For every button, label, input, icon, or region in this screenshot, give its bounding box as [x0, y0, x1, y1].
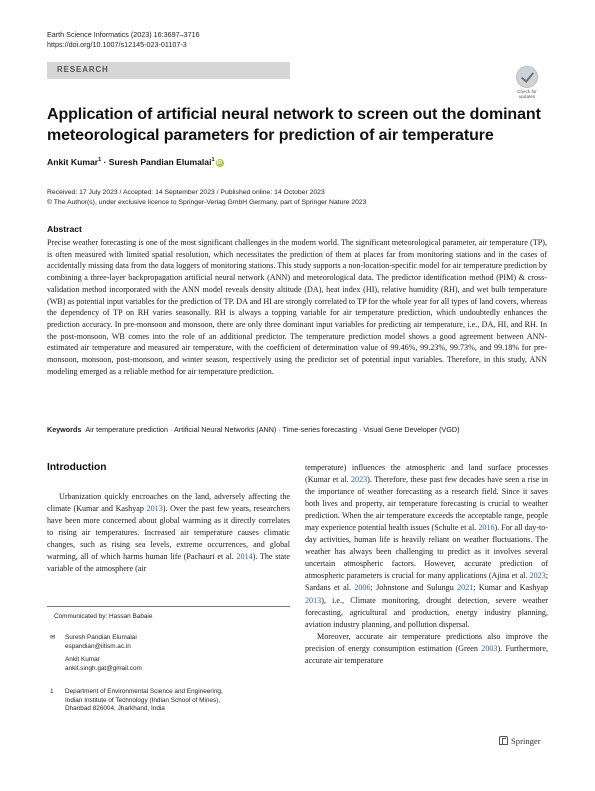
citation-link[interactable]: 2006	[354, 583, 371, 593]
affiliation-marker: 1	[211, 157, 215, 164]
citation-link[interactable]: 2016	[478, 523, 495, 533]
author-list	[47, 157, 224, 167]
body-paragraph: temperature) influences the atmospheric and land surface processes (Kumar et al. 2023). Therefore, these past few decades have seen a rise in the importance of weather forecasting as a research field. Since it saves both lives and property, air temperature forecasting is crucial to weather prediction. When the air temperature exceeds the acceptable range, people may experience potential health issues (Schulte et al. 2016). For all day-to-day activities, human life is heavily reliant on weather fluctuations. The weather has always been challenging to predict as it involves several uncertain atmospheric factors. However, accurate prediction of atmospheric parameters is crucial for many applications (Ajina et al. 2023; Sardans et al. 2006; Johnstone and Sulungu 2021; Kumar and Kashyap 2013), i.e., Climate monitoring, drought detection, severe weather forecasting, agricultural and production, energy industry planning, aviation industry planning, and pollution dispersal.	[305, 463, 549, 629]
doi-link[interactable]: https://doi.org/10.1007/s12145-023-01107-3	[47, 40, 187, 49]
citation-link[interactable]: 2021	[457, 583, 474, 593]
keywords	[47, 425, 557, 434]
citation-link[interactable]: 2003	[481, 643, 498, 653]
journal-header	[47, 30, 200, 50]
keywords-list: Air temperature prediction · Artificial Neural Networks (ANN) · Time-series forecasting · Visual Gene Developer (VGD)	[85, 425, 460, 434]
article-title: Application of artificial neural network to screen out the dominant meteorological parameters for prediction of air temperature	[47, 106, 541, 144]
check-for-updates-label: Check for updates	[517, 89, 537, 99]
citation-link[interactable]: 2013	[146, 504, 163, 514]
affiliation-marker: 1	[98, 157, 102, 164]
abstract-text: Precise weather forecasting is one of the most significant challenges in the modern world. The significant meteorological parameter, air temperature (TP), is often measured with limited spatial resolution, which necessitates the prediction of them at places far from monitoring stations and in the cases of accidentally missing data from the data loggers of monitoring stations. This study supports a non-location-specific model for air temperature prediction by combining a three-layer backpropagation artificial neural network (ANN) and meteorological data. The predictor identification method (PIM) & cross-validation method incorporated with the ANN model reveals density altitude (DA), heat index (HI), relative humidity (RH), and wet bulb temperature (WB) as potential input variables for the prediction of TP. DA and HI are strongly correlated to TP for the whole year for all types of land covers, whereas the dependency of TP on RH varies seasonally. RH is always a topping variable for air temperature prediction, which undoubtedly enhances the prediction accuracy. In pre-monsoon and monsoon, there are only three dominant input variables for predicting air temperature, i.e., DA, HI, and RH. In the post-monsoon, WB comes into the role of an additional predictor. The temperature prediction model shows a good agreement between ANN-estimated air temperature and measured air temperature, with the coefficient of determination value of 99.46%, 99.23%, 99.73%, and 99.18% for pre-monsoon, monsoon, post-monsoon, and winter season, respectively using the predictor set of potential input variables. Therefore, in this study, ANN modeling emerged as a reliable method for air temperature prediction.	[47, 238, 547, 376]
citation-link[interactable]: 2013	[305, 595, 322, 605]
envelope-icon: ✉	[50, 634, 56, 641]
author-name[interactable]: Suresh Pandian Elumalai	[108, 157, 212, 167]
orcid-icon[interactable]: iD	[217, 160, 223, 166]
copyright-notice: © The Author(s), under exclusive licence to Springer-Verlag GmbH Germany, part of Springer Nature 2023	[47, 199, 367, 206]
author-separator: ·	[101, 157, 109, 167]
abstract-heading: Abstract	[47, 224, 82, 234]
publication-history	[47, 188, 366, 208]
corresponding-author	[65, 634, 137, 651]
citation-link[interactable]: 2023	[529, 571, 546, 581]
footnote-divider	[47, 606, 290, 607]
body-column-right	[305, 462, 548, 667]
publication-dates: Received: 17 July 2023 / Accepted: 14 September 2023 / Published online: 14 October 2023	[47, 189, 325, 196]
body-paragraph: Moreover, accurate air temperature predictions also improve the precision of energy consumption estimation (Green 2003). Furthermore, accurate air temperature	[305, 631, 548, 665]
communicated-by: Communicated by: Hassan Babaie	[54, 613, 153, 620]
body-paragraph: Urbanization quickly encroaches on the land, adversely affecting the climate (Kumar and Kashyap 2013). Over the past few years, researchers have been more concerned about global warming as it directly correlates to rising air temperatures. Increased air temperature causes climatic changes, such as rising sea levels, extreme occurrences, and global warming, all of which harms human life (Pachauri et al. 2014). The state variable of the atmosphere (air	[47, 492, 291, 574]
author-name: Suresh Pandian Elumalai	[65, 634, 137, 641]
publisher-name: Springer	[511, 736, 541, 746]
citation-link[interactable]: 2023	[350, 475, 368, 485]
author-email[interactable]: ankit.singh.gat@gmail.com	[65, 664, 142, 672]
coauthor-contact	[65, 656, 142, 673]
affiliation: Department of Environmental Science and Engineering, Indian Institute of Technology (Indian School of Mines), Dhanbad 826004, Jharkhand, India	[65, 688, 223, 713]
article-type-bar	[47, 62, 290, 79]
citation-link[interactable]: 2014	[236, 552, 253, 562]
author-name: Ankit Kumar	[65, 656, 100, 663]
publisher-logo	[499, 736, 541, 746]
keywords-label: Keywords	[47, 425, 82, 434]
journal-citation: Earth Science Informatics (2023) 16:3697–3716	[47, 30, 200, 39]
springer-horse-icon	[499, 736, 508, 745]
article-type-label: RESEARCH	[57, 65, 109, 74]
affiliation-marker: 1	[50, 688, 54, 695]
author-email[interactable]: espandian@iitism.ac.in	[65, 642, 131, 650]
check-for-updates-badge[interactable]	[512, 66, 542, 98]
body-column-left	[47, 491, 290, 575]
section-heading-introduction: Introduction	[47, 462, 107, 473]
check-mark-icon	[516, 66, 538, 88]
author-name[interactable]: Ankit Kumar	[47, 157, 99, 167]
